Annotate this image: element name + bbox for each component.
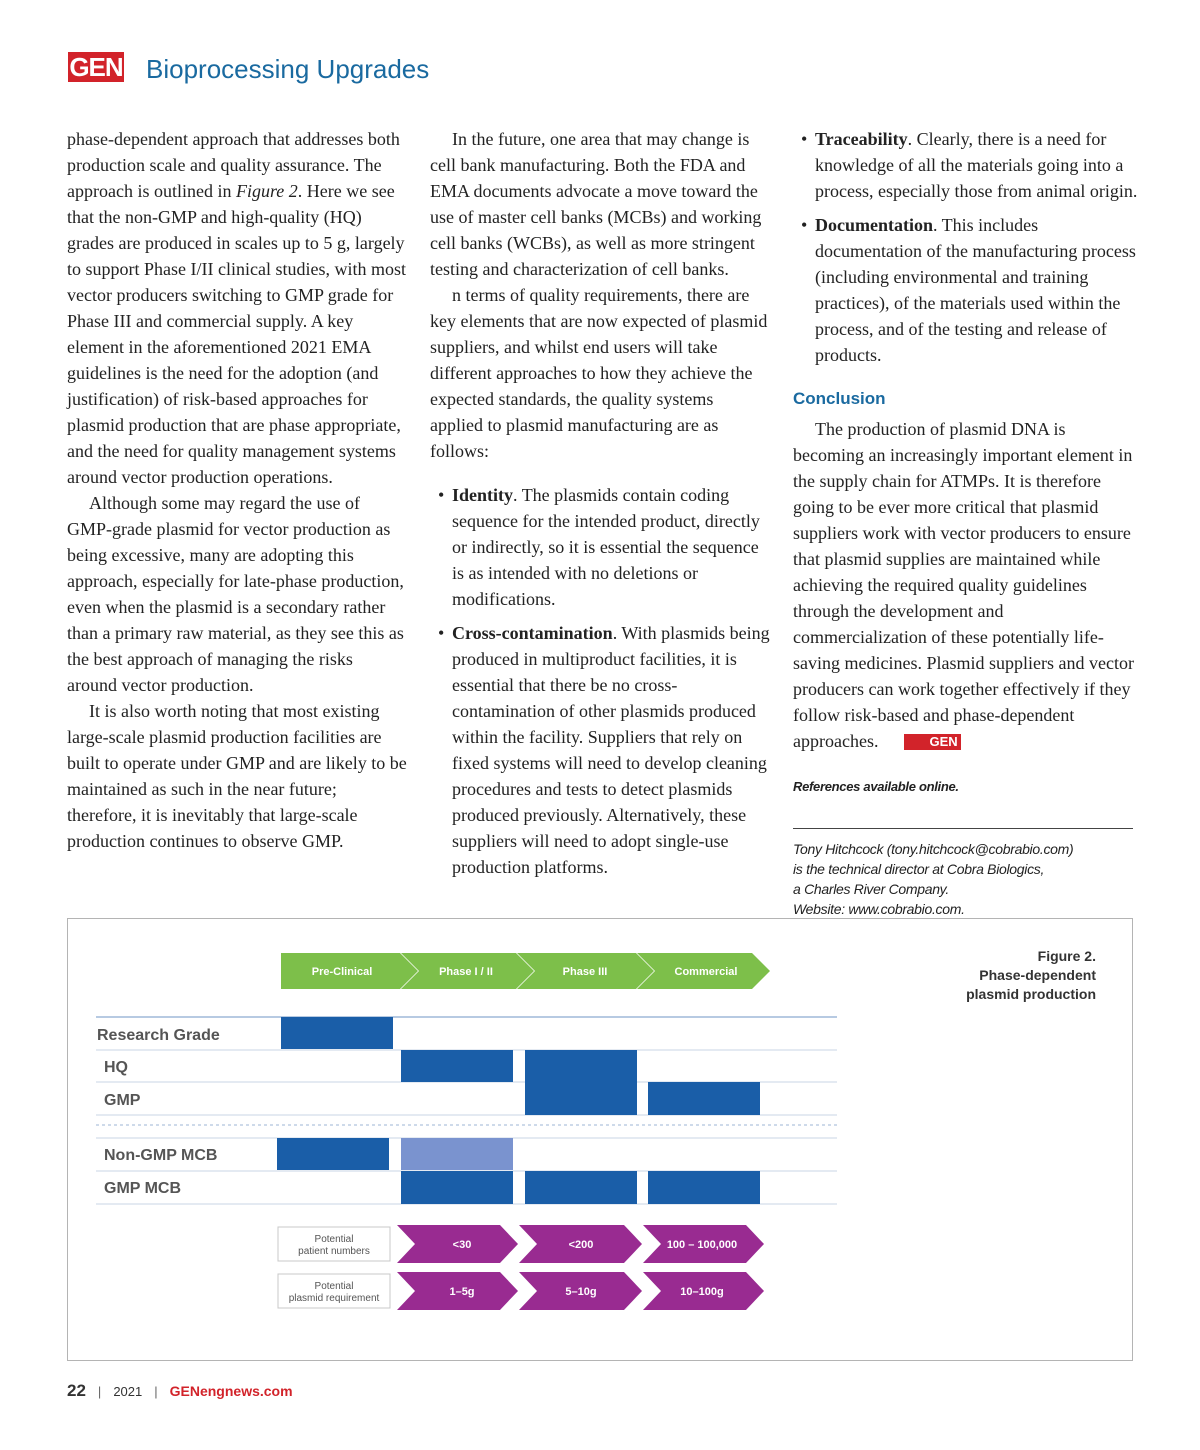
row-label-gmp-mcb: GMP MCB [104, 1180, 182, 1197]
divider [793, 828, 1133, 829]
end-gen-logo: GEN [904, 734, 960, 750]
plasmid-value: 5–10g [565, 1286, 597, 1298]
bar-hq-phase-1-2 [401, 1050, 513, 1082]
phase-label: Pre-Clinical [311, 966, 373, 978]
figure-2 [67, 918, 1133, 1361]
patient-value: 100 – 100,000 [666, 1239, 738, 1251]
phase-label: Commercial [674, 966, 738, 978]
paragraph: Although some may regard the use of GMP-grade plasmid for vector production as being excessive, many are adopting this approach, especially for late-phase production, even when the plasmid is a secondary rather than a primary raw material, as they see this as the best approach of managing the risks around vector production. [67, 493, 404, 695]
phase-label: Phase III [562, 966, 608, 978]
author-bio: Tony Hitchcock (tony.hitchcock@cobrabio.com) is the technical director at Cobra Biologics, a Charles River Company. Website: www.cobrabio.com. [793, 841, 1074, 917]
figure-caption: Figure 2. Phase-dependent plasmid production [966, 948, 1096, 1002]
box-label: Potential [314, 1234, 354, 1245]
article-column-1 [67, 126, 407, 854]
bar-gmp-mcb-commercial [648, 1171, 760, 1204]
bullet-identity: • Identity. The plasmids contain coding sequence for the intended product, directly or indirectly, so it is essential the sequence is as intended with no deletions or modifications. [430, 482, 770, 612]
bar-research-preclinical [281, 1017, 393, 1049]
bar-nongmp-mcb-phase-1-2 [401, 1138, 513, 1170]
row-label-hq: HQ [104, 1059, 128, 1076]
footer-year: 2021 [113, 1384, 143, 1399]
bar-hq-phase-3 [525, 1050, 637, 1082]
plasmid-value: 1–5g [449, 1286, 475, 1298]
box-label: plasmid requirement [288, 1293, 380, 1304]
box-label: Potential [314, 1281, 354, 1292]
row-label-gmp: GMP [104, 1092, 141, 1109]
page-footer: 22 | 2021 | GENengnews.com [67, 1381, 293, 1400]
plasmid-value: 10–100g [680, 1286, 724, 1298]
bar-gmp-commercial [648, 1082, 760, 1115]
references-note: References available online. [793, 779, 959, 794]
page-number: 22 [67, 1381, 86, 1400]
section-title: Bioprocessing Upgrades [146, 54, 430, 84]
paragraph: phase-dependent approach that addresses both production scale and quality assurance. The approach is outlined in Figure 2. Here we see that the non-GMP and high-quality (HQ) grades are produced in scales up to 5 g, largely to support Phase I/II clinical studies, with most vector producers switching to GMP grade for Phase III and commercial supply. A key element in the aforementioned 2021 EMA guidelines is the need for the adoption (and justification) of risk-based approaches for plasmid production that are phase appropriate, and the need for quality management systems around vector production operations. [67, 129, 406, 487]
paragraph: The production of plasmid DNA is becoming an increasingly important element in the supply chain for ATMPs. It is therefore going to be ever more critical that plasmid suppliers work with vector producers to ensure that plasmid supplies are maintained while achieving the required quality guidelines through the development and commercialization of these potentially life-saving medicines. Plasmid suppliers and vector producers can work together effectively if they follow risk-based and phase-dependent approaches. GEN [793, 419, 1134, 751]
bar-gmp-phase-3 [525, 1082, 637, 1115]
paragraph: It is also worth noting that most existing large-scale plasmid production facilities are built to operate under GMP and are likely to be maintained as such in the near future; therefore, it is inevitably that large-scale production continues to observe GMP. [67, 701, 407, 851]
gen-logo: GEN [69, 52, 123, 82]
bar-nongmp-mcb-preclinical [277, 1138, 389, 1170]
patient-value: <30 [452, 1239, 472, 1251]
phase-label: Phase I / II [439, 966, 493, 978]
bullet-documentation: • Documentation. This includes documentation of the manufacturing process (including environmental and training practices), of the materials used within the process, and of the testing and release of products. [793, 212, 1138, 368]
paragraph: n terms of quality requirements, there are key elements that are now expected of plasmid suppliers, and whilst end users will take different approaches to how they achieve the expected standards, the quality systems applied to plasmid manufacturing are as follows: [430, 285, 768, 461]
bullet-cross-contamination: • Cross-contamination. With plasmids being produced in multiproduct facilities, it is essential that there be no cross-contamination of other plasmids produced within the facility. Suppliers that rely on fixed systems will need to develop cleaning procedures and tests to detect plasmids produced previously. Alternatively, these suppliers will need to adopt single-use production platforms. [430, 620, 770, 880]
patient-value: <200 [568, 1239, 594, 1251]
paragraph: In the future, one area that may change is cell bank manufacturing. Both the FDA and EMA documents advocate a move toward the use of master cell banks (MCBs) and working cell banks (WCBs), as well as more stringent testing and characterization of cell banks. [430, 129, 762, 279]
bullet-traceability: • Traceability. Clearly, there is a need for knowledge of all the materials going into a process, especially those from animal origin. [793, 126, 1138, 204]
bar-gmp-mcb-phase-1-2 [401, 1171, 513, 1204]
article-column-3 [793, 126, 1138, 919]
bar-gmp-mcb-phase-3 [525, 1171, 637, 1204]
row-label-non-gmp-mcb: Non-GMP MCB [104, 1147, 218, 1164]
conclusion-heading: Conclusion [793, 389, 886, 408]
row-label-research-grade: Research Grade [97, 1027, 220, 1044]
figure-reference: Figure 2 [235, 181, 298, 201]
article-column-2 [430, 126, 770, 880]
box-label: patient numbers [298, 1246, 370, 1257]
footer-website-link[interactable]: GENengnews.com [169, 1383, 293, 1399]
